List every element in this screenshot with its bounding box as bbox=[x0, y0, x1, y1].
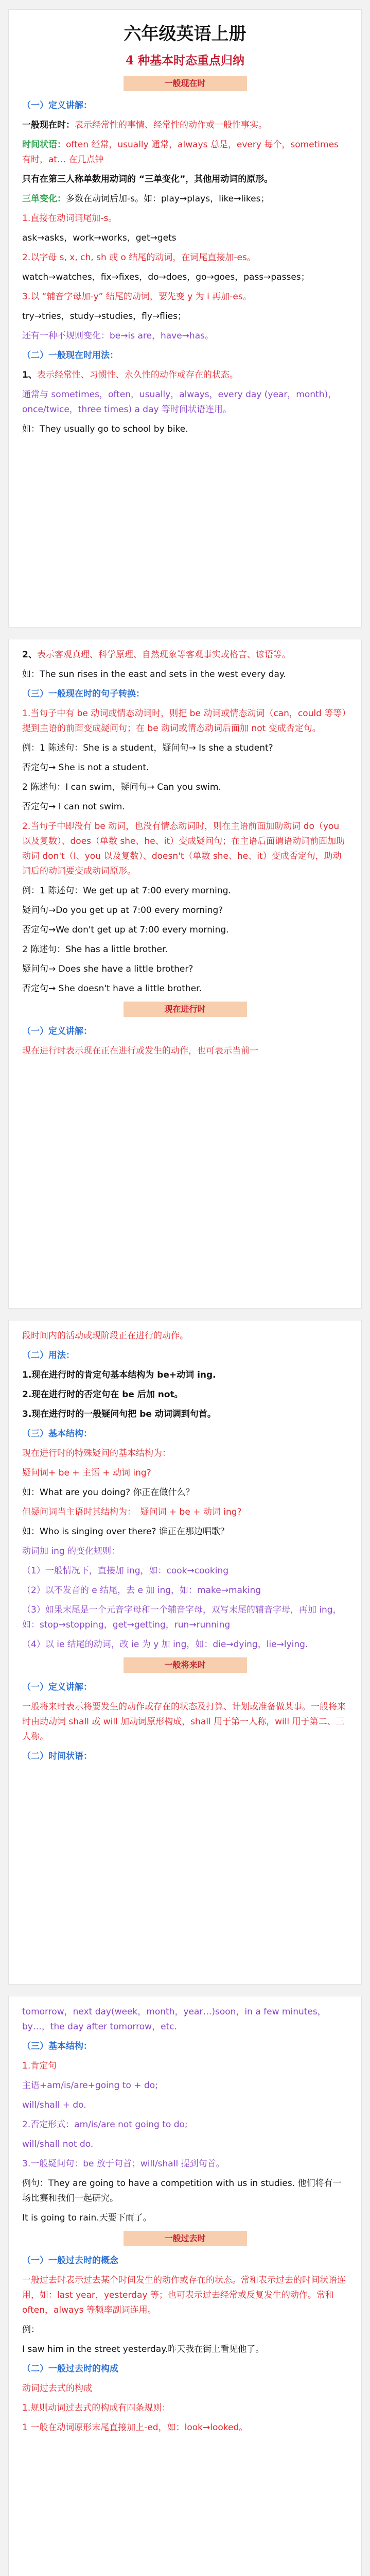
card-present-simple bbox=[8, 9, 362, 628]
paragraph: 否定句→ I can not swim. bbox=[22, 802, 125, 812]
paragraph: 2.否定形式：am/is/are not going to do; bbox=[22, 2120, 188, 2130]
paragraph: tomorrow，next day(week，month，year…)soon，in a few minutes，by…，the day after tomorrow，etc. bbox=[22, 2007, 326, 2032]
paragraph: 但疑问词当主语时其结构为： 疑问词 + be + 动词 ing? bbox=[22, 1507, 242, 1517]
paragraph: It is going to rain.天要下雨了。 bbox=[22, 2213, 152, 2223]
paragraph: （2）以不发音的 e 结尾，去 e 加 ing，如：make→making bbox=[22, 1585, 261, 1596]
paragraph: 三单变化：多数在动词后加-s。如：play→plays，like→likes； bbox=[22, 194, 270, 204]
paragraph: try→tries，study→studies，fly→flies； bbox=[22, 311, 186, 321]
paragraph: 现在进行时的特殊疑问的基本结构为： bbox=[22, 1448, 171, 1459]
paragraph: 2.现在进行时的否定句在 be 后加 not。 bbox=[22, 1389, 183, 1400]
paragraph: 1、表示经常性、习惯性、永久性的动作或存在的状态。 bbox=[22, 370, 238, 380]
section-bar-past-simple: 一般过去时 bbox=[124, 2231, 247, 2246]
section-heading: （二）一般过去时的构成 bbox=[22, 2364, 118, 2374]
paragraph: 2.以字母 s, x, ch, sh 或 o 结尾的动词，在词尾直接加-es。 bbox=[22, 252, 256, 263]
paragraph: 例：1 陈述句：She is a student，疑问句→ Is she a student? bbox=[22, 743, 273, 753]
paragraph: 例：1 陈述句：We get up at 7:00 every morning. bbox=[22, 886, 231, 896]
section-heading: （三）一般现在时的句子转换： bbox=[22, 689, 145, 699]
paragraph: 3.以 “辅音字母加-y” 结尾的动词，要先变 y 为 i 再加-es。 bbox=[22, 292, 252, 302]
paragraph: 1.肯定句 bbox=[22, 2061, 57, 2071]
card-present-continuous bbox=[8, 1320, 362, 1985]
section-bar-present-simple: 一般现在时 bbox=[124, 76, 247, 91]
section-bar-future-simple: 一般将来时 bbox=[124, 1657, 247, 1673]
paragraph: 疑问句→Do you get up at 7:00 every morning? bbox=[22, 905, 223, 916]
paragraph: 否定句→ She doesn't have a little brother. bbox=[22, 984, 202, 994]
paragraph: 时间状语：often 经常，usually 通常，always 总是，every 每个，sometimes 有时，at… 在几点钟 bbox=[22, 140, 339, 165]
section-heading: （三）基本结构： bbox=[22, 2041, 92, 2052]
paragraph: 2.当句子中即没有 be 动词，也没有情态动词时，则在主语前面加助动词 do（you 以及复数）、does（单数 she、he、it）变成疑问句；在主语后面谓语动词前面加助动词 don't（I、you 以及复数）、doesn't（单数 she、he、it）变成否定句，助动词后的动词要变成动词原形。 bbox=[22, 821, 345, 876]
paragraph: ask→asks，work→works，get→gets bbox=[22, 233, 177, 243]
section-heading: （二）一般现在时用法： bbox=[22, 350, 118, 361]
paragraph: will/shall + do. bbox=[22, 2100, 86, 2110]
section-heading: （一）定义讲解： bbox=[22, 1682, 92, 1692]
paragraph: 否定句→ She is not a student. bbox=[22, 762, 149, 773]
paragraph: （1）一般情况下，直接加 ing，如：cook→cooking bbox=[22, 1566, 229, 1576]
paragraph: 2 陈述句：She has a little brother. bbox=[22, 944, 168, 955]
paragraph: 1.现在进行时的肯定句基本结构为 be+动词 ing. bbox=[22, 1370, 216, 1380]
paragraph: 例句：They are going to have a competition with us in studies. 他们将有一场比赛和我们一起研究。 bbox=[22, 2178, 342, 2204]
section-heading: （一）一般过去时的概念 bbox=[22, 2256, 118, 2266]
paragraph: will/shall not do. bbox=[22, 2139, 94, 2149]
paragraph: 如：The sun rises in the east and sets in the west every day. bbox=[22, 669, 286, 680]
paragraph: 如：They usually go to school by bike. bbox=[22, 424, 188, 434]
paragraph: 动词加 ing 的变化规则： bbox=[22, 1546, 120, 1556]
section-bar-present-continuous: 现在进行时 bbox=[124, 1002, 247, 1017]
paragraph: 动词过去式的构成 bbox=[22, 2383, 92, 2394]
section-heading: （二）时间状语： bbox=[22, 1751, 92, 1761]
paragraph: 只有在第三人称单数用动词的 “三单变化”，其他用动词的原形。 bbox=[22, 174, 273, 184]
paragraph: 3.现在进行时的一般疑问句把 be 动词调到句首。 bbox=[22, 1409, 216, 1419]
paragraph: 疑问词+ be + 主语 + 动词 ing? bbox=[22, 1468, 151, 1478]
section-heading: （一）定义讲解： bbox=[22, 1026, 92, 1037]
paragraph: 否定句→We don't get up at 7:00 every morning. bbox=[22, 925, 229, 935]
paragraph: 如：Who is singing over there? 谁正在那边唱歌？ bbox=[22, 1527, 229, 1537]
paragraph: 通常与 sometimes，often，usually，always，every day (year，month)，once/twice，three times) a day 等时间状语连用。 bbox=[22, 389, 337, 415]
paragraph: 一般过去时表示过去某个时间发生的动作或存在的状态。常和表示过去的时间状语连用，如：last year，yesterday 等；也可表示过去经常或反复发生的动作。常和 often，always 等频率副词连用。 bbox=[22, 2275, 346, 2315]
paragraph: 例： bbox=[22, 2325, 40, 2335]
card-future-and-past bbox=[8, 1996, 362, 2576]
paragraph: 疑问句→ Does she have a little brother? bbox=[22, 964, 193, 974]
paragraph: 现在进行时表示现在正在进行或发生的动作，也可表示当前一 bbox=[22, 1046, 258, 1056]
section-heading: （二）用法： bbox=[22, 1350, 75, 1361]
page-title: 六年级英语上册 bbox=[124, 24, 246, 44]
paragraph: （4）以 ie 结尾的动词，改 ie 为 y 加 ing，如：die→dying，lie→lying. bbox=[22, 1639, 308, 1650]
paragraph: 1 一般在动词原形末尾直接加上-ed，如：look→looked。 bbox=[22, 2422, 248, 2433]
paragraph: （3）如果末尾是一个元音字母和一个辅音字母，双写末尾的辅音字母，再加 ing，如：stop→stopping，get→getting，run→running bbox=[22, 1605, 342, 1630]
paragraph: 主语+am/is/are+going to + do; bbox=[22, 2080, 158, 2091]
paragraph: 一般现在时：表示经常性的事情、经常性的动作或一般性事实。 bbox=[22, 120, 267, 130]
paragraph: 1.规则动词过去式的构成有四条规则： bbox=[22, 2403, 171, 2413]
paragraph: 1.直接在动词词尾加-s。 bbox=[22, 213, 117, 224]
paragraph: 1.当句子中有 be 动词或情态动词时，则把 be 动词或情态动词（can，could 等等）提到主语的前面变成疑问句；在 be 动词或情态动词后面加 not 变成否定句。 bbox=[22, 708, 346, 734]
paragraph: 2、表示客观真理、科学原理、自然现象等客观事实或格言、谚语等。 bbox=[22, 650, 291, 660]
page-subtitle: 4 种基本时态重点归纳 bbox=[125, 54, 244, 67]
paragraph: 一般将来时表示将要发生的动作或存在的状态及打算、计划或准备做某事。一般将来时由助动词 shall 或 will 加动词原形构成，shall 用于第一人称，will 用于第二、三人称。 bbox=[22, 1702, 346, 1742]
paragraph: 2 陈述句：I can swim，疑问句→ Can you swim. bbox=[22, 782, 221, 792]
paragraph: 段时间内的活动或现阶段正在进行的动作。 bbox=[22, 1331, 188, 1341]
card-present-simple-continued bbox=[8, 639, 362, 1309]
section-heading: （三）基本结构： bbox=[22, 1429, 92, 1439]
paragraph: 如：What are you doing? 你正在做什么？ bbox=[22, 1487, 195, 1498]
section-heading: （一）定义讲解： bbox=[22, 100, 92, 111]
paragraph: 3.一般疑问句：be 放于句首；will/shall 提到句首。 bbox=[22, 2159, 225, 2169]
paragraph: watch→watches，fix→fixes，do→does，go→goes，pass→passes； bbox=[22, 272, 310, 282]
paragraph: 还有一种不规则变化：be→is are，have→has。 bbox=[22, 331, 214, 341]
paragraph: I saw him in the street yesterday.昨天我在街上看见他了。 bbox=[22, 2344, 265, 2354]
